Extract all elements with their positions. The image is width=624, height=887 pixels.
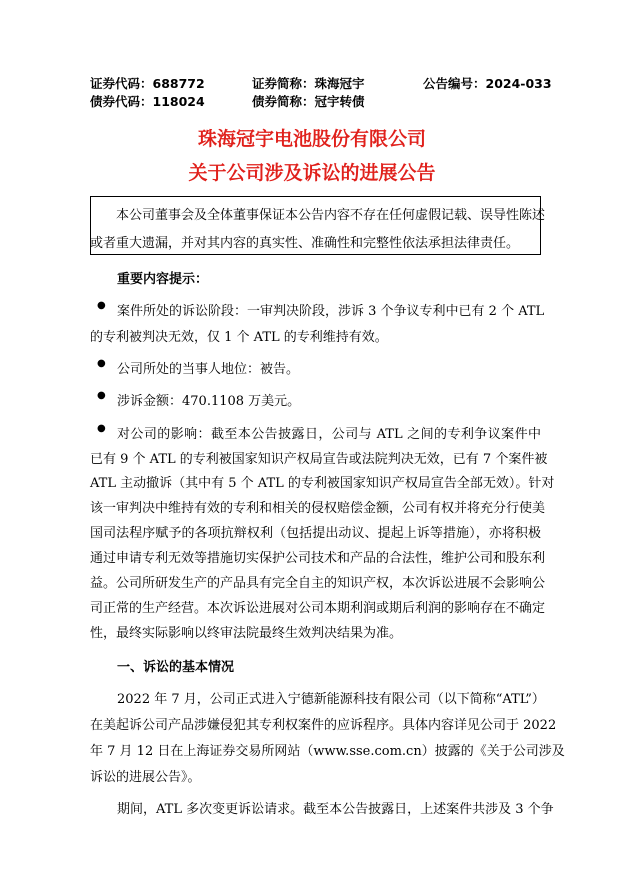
statement-line: 或者重大遗漏，并对其内容的真实性、准确性和完整性依法承担法律责任。: [90, 236, 520, 251]
securities-code: 证券代码：688772: [90, 76, 205, 91]
paragraph-line: 在美起诉公司产品涉嫌侵犯其专利权案件的应诉程序。具体内容详见公司于 2022: [90, 718, 557, 733]
highlights-heading: 重要内容提示：: [117, 272, 209, 287]
bullet-impact: ● 对公司的影响：截至本公告披露日，公司与 ATL 之间的专利争议案件中: [117, 423, 541, 442]
bullet-party-role: ● 公司所处的当事人地位：被告。: [117, 358, 541, 377]
paragraph-line: 年 7 月 12 日在上海证券交易所网站（www.sse.com.cn）披露的《关于公司涉及: [90, 744, 565, 759]
bullet-amount: ● 涉诉金额：470.1108 万美元。: [117, 390, 541, 409]
impact-line: ATL 主动撤诉（其中有 5 个 ATL 的专利被国家知识产权局宣告全部无效）。针对: [90, 476, 555, 491]
paragraph-line: 2022 年 7 月，公司正式进入宁德新能源科技有限公司（以下简称“ATL”）: [117, 692, 545, 707]
company-title: 珠海冠宇电池股份有限公司: [197, 128, 426, 150]
notice-number: 公告编号：2024-033: [423, 76, 552, 91]
impact-line: 通过申请专利无效等措施切实保护公司技术和产品的合法性，维护公司和股东利: [90, 551, 546, 566]
impact-line: 该一审判决中维持有效的专利和相关的侵权赔偿金额，公司有权并将充分行使美: [90, 501, 546, 516]
impact-line: 司正常的生产经营。本次诉讼进展对公司本期利润或期后利润的影响存在不确定: [90, 601, 546, 616]
paragraph-line: 诉讼的进展公告》。: [90, 770, 201, 785]
bullet-litigation-stage: ● 案件所处的诉讼阶段：一审判决阶段，涉诉 3 个争议专利中已有 2 个 ATL: [117, 300, 541, 319]
impact-line: 益。公司所研发生产的产品具有完全自主的知识产权，本次诉讼进展不会影响公: [90, 576, 546, 591]
section-heading: 一、诉讼的基本情况: [117, 660, 235, 675]
impact-line: 国司法程序赋予的各项抗辩权利（包括提出动议、提起上诉等措施），亦将积极: [90, 526, 541, 541]
notice-title: 关于公司涉及诉讼的进展公告: [188, 162, 436, 184]
paragraph-line: 期间，ATL 多次变更诉讼请求。截至本公告披露日，上述案件共涉及 3 个争: [117, 802, 554, 817]
bullet-continuation: 的专利被判决无效，仅 1 个 ATL 的专利维持有效。: [90, 330, 388, 345]
securities-name: 证券简称：珠海冠宇: [252, 76, 365, 91]
impact-line: 性，最终实际影响以终审法院最终生效判决结果为准。: [90, 626, 403, 641]
bond-name: 债券简称：冠宇转债: [252, 94, 365, 109]
statement-line: 本公司董事会及全体董事保证本公告内容不存在任何虚假记载、误导性陈述: [116, 208, 546, 223]
impact-line: 已有 9 个 ATL 的专利被国家知识产权局宣告或法院判决无效，已有 7 个案件被: [90, 452, 548, 467]
bond-code: 债券代码：118024: [90, 94, 205, 109]
